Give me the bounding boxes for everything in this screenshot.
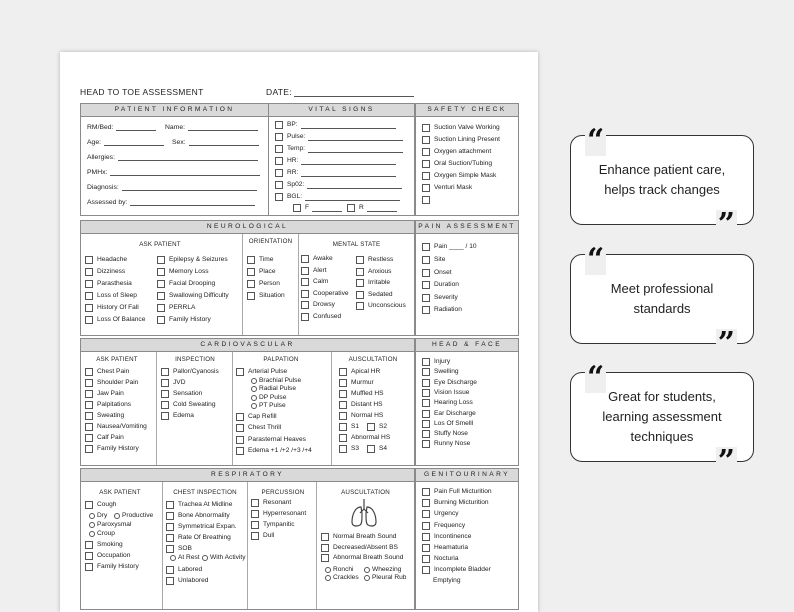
s2-checkbox[interactable]: S2	[367, 423, 387, 431]
checkbox-label: Dizziness	[97, 268, 126, 275]
pain-checkbox[interactable]	[422, 269, 452, 277]
close-quote-icon: ”	[717, 444, 735, 479]
safety-checkbox[interactable]	[422, 160, 492, 168]
pulse-radio[interactable]	[251, 402, 286, 410]
open-quote-icon: “	[587, 360, 605, 395]
vital-sign-field[interactable]	[275, 145, 403, 153]
cardio-ask-checkbox[interactable]	[85, 412, 124, 420]
orientation-checkbox[interactable]	[247, 256, 273, 264]
respiratory-section	[80, 468, 415, 610]
checkbox-label: Symmetrical Expan.	[178, 523, 237, 530]
resp-ask-checkbox[interactable]	[85, 541, 123, 549]
cardio-ask-checkbox[interactable]	[85, 445, 139, 453]
checkbox-label: Unlabored	[178, 577, 209, 584]
checkbox-label: Muffled HS	[351, 390, 384, 397]
checkbox-label: Epilepsy & Seizures	[169, 256, 228, 263]
close-quote-icon: ”	[717, 326, 735, 361]
checkbox-label: Drowsy	[313, 301, 335, 308]
feature-text-2: Meet professional standards	[610, 281, 714, 316]
cardio-ask-checkbox[interactable]	[85, 390, 124, 398]
checkbox-label: Dull	[263, 532, 275, 539]
section-title: GENITOURINARY	[416, 469, 518, 482]
checkbox-label: Smoking	[97, 541, 123, 548]
gu-checkbox[interactable]	[422, 499, 489, 507]
at-rest-radio[interactable]: At Rest	[170, 554, 200, 562]
checkbox-label: Calf Pain	[97, 434, 124, 441]
checkbox-label: Tympanitic	[263, 521, 295, 528]
checkbox-label: Pulse:	[287, 133, 306, 140]
abnormal-hs-checkbox[interactable]: Abnormal HS	[339, 434, 390, 442]
chest-inspection-checkbox[interactable]	[166, 545, 192, 553]
inspection-checkbox[interactable]	[161, 379, 185, 387]
gu-checkbox[interactable]	[422, 566, 491, 574]
checkbox-label: Alert	[313, 266, 327, 274]
safety-checkbox[interactable]	[422, 196, 434, 204]
checkbox-label: Severity	[434, 293, 458, 301]
assessed-by-field[interactable]: Assessed by:	[87, 198, 255, 206]
vital-signs-section	[268, 103, 415, 216]
checkbox-label: Cold Sweating	[173, 401, 216, 408]
neuro-ask-checkbox[interactable]	[157, 304, 195, 312]
checkbox-label: Los Of Smelll	[434, 419, 474, 427]
checkbox-label: Onset	[434, 268, 452, 276]
checkbox-label: Sedated	[368, 290, 393, 298]
section-title: SAFETY CHECK	[416, 104, 518, 117]
checkbox-label: Pallor/Cyanosis	[173, 368, 219, 375]
checkbox-label: Radiation	[434, 306, 462, 313]
checkbox-label: Chest Thrill	[248, 424, 282, 432]
chest-inspection-checkbox[interactable]	[166, 523, 237, 531]
diagnosis-field[interactable]: Diagnosis:	[87, 183, 257, 191]
resp-auscultation-checkbox[interactable]	[321, 533, 396, 541]
checkbox-label: Confused	[313, 312, 342, 320]
auscultation-checkbox[interactable]	[339, 368, 380, 376]
with-activity-radio[interactable]: With Activity	[202, 554, 246, 562]
checkbox-label: BGL:	[287, 193, 303, 200]
cardio-ask-checkbox[interactable]	[85, 368, 129, 376]
arterial-pulse-checkbox[interactable]: Arterial Pulse	[236, 368, 287, 376]
checkbox-label: Apical HR	[351, 368, 381, 375]
allergies-field[interactable]: Allergies:	[87, 153, 258, 161]
pulse-radio[interactable]	[251, 377, 301, 385]
checkbox-label: Frequency	[434, 521, 466, 529]
percussion-checkbox[interactable]	[251, 510, 306, 518]
genitourinary-section	[415, 468, 519, 610]
vital-sign-field[interactable]	[275, 157, 396, 165]
checkbox-label: Pain Full Micturition	[434, 488, 492, 495]
neuro-ask-checkbox[interactable]	[157, 292, 229, 300]
auscultation-heading: AUSCULTATION	[341, 489, 390, 496]
vital-sign-field[interactable]	[275, 193, 400, 201]
neuro-ask-checkbox[interactable]	[85, 280, 132, 288]
section-title: RESPIRATORY	[81, 469, 414, 482]
mental-state-checkbox[interactable]	[301, 301, 335, 309]
neuro-ask-checkbox[interactable]	[85, 316, 145, 324]
neuro-ask-checkbox[interactable]	[157, 268, 209, 276]
checkbox-label: PT Pulse	[259, 401, 286, 409]
checkbox-label: Parasthesia	[97, 280, 132, 287]
neuro-ask-checkbox[interactable]	[157, 316, 211, 324]
age-field[interactable]: Age:	[87, 138, 164, 146]
checkbox-label: Cooperative	[313, 289, 349, 297]
cough-checkbox[interactable]: Cough	[85, 501, 116, 509]
pain-checkbox[interactable]	[422, 294, 458, 302]
checkbox-label: Brachial Pulse	[259, 377, 302, 384]
checkbox-label: Family History	[97, 445, 139, 452]
orientation-heading: ORIENTATION	[248, 238, 293, 245]
open-quote-icon: “	[587, 242, 605, 277]
percussion-heading: PERCUSSION	[261, 489, 305, 496]
checkbox-label: Abnormal Breath Sound	[333, 554, 404, 561]
checkbox-label: Oral Suction/Tubing	[434, 160, 493, 167]
checkbox-label: Sp02:	[287, 181, 305, 188]
checkbox-label: Vision Issue	[434, 388, 470, 396]
checkbox-label: Oxygen Simple Mask	[434, 172, 497, 179]
mental-state-checkbox[interactable]	[301, 290, 349, 298]
percussion-checkbox[interactable]	[251, 499, 291, 507]
head-face-section	[415, 338, 519, 466]
checkbox-label: Occupation	[97, 552, 131, 559]
gu-emptying-label: Emptying	[433, 577, 461, 584]
productive-radio[interactable]: Productive	[114, 512, 153, 520]
section-title: VITAL SIGNS	[269, 104, 414, 117]
palpation-checkbox[interactable]	[236, 447, 312, 455]
mental-state-checkbox[interactable]	[356, 302, 406, 310]
cardio-ask-checkbox[interactable]	[85, 434, 124, 442]
mental-state-checkbox[interactable]	[356, 291, 393, 299]
pleural-rub-radio[interactable]: Pleural Rub	[364, 574, 406, 582]
checkbox-label: Hearing Loss	[434, 399, 473, 407]
checkbox-label: Calm	[313, 278, 329, 285]
checkbox-label: Temp:	[287, 145, 305, 152]
checkbox-label: Suction Valve Working	[434, 124, 500, 131]
checkbox-label: Injury	[434, 358, 451, 365]
close-quote-icon: ”	[717, 207, 735, 242]
resp-ask-checkbox[interactable]	[85, 552, 130, 560]
checkbox-label: Family History	[169, 316, 211, 323]
resp-ask-checkbox[interactable]	[85, 563, 139, 571]
head-face-checkbox[interactable]	[422, 399, 473, 407]
vital-sign-field[interactable]	[275, 133, 403, 141]
checkbox-label: Heamaturia	[434, 544, 469, 551]
s1-checkbox[interactable]: S1	[339, 423, 359, 431]
checkbox-label: SOB	[178, 545, 192, 552]
gu-checkbox[interactable]	[422, 533, 471, 541]
lungs-icon	[349, 497, 379, 529]
checkbox-label: HR:	[287, 157, 299, 164]
inspection-checkbox[interactable]	[161, 390, 202, 398]
feature-text-1: Enhance patient care, helps track changes	[598, 162, 726, 197]
section-title: NEUROLOGICAL	[81, 221, 414, 234]
section-title: PATIENT INFORMATION	[81, 104, 268, 117]
palpation-checkbox[interactable]	[236, 436, 306, 444]
gu-checkbox[interactable]	[422, 488, 492, 496]
safety-checkbox[interactable]	[422, 136, 500, 144]
palpation-checkbox[interactable]	[236, 424, 281, 432]
vital-sign-field[interactable]	[275, 181, 402, 189]
checkbox-label: Shoulder Pain	[97, 379, 139, 386]
orientation-checkbox[interactable]	[247, 268, 276, 276]
safety-checkbox[interactable]	[422, 172, 496, 180]
auscultation-checkbox[interactable]	[339, 412, 383, 420]
checkbox-label: Jaw Pain	[97, 390, 124, 397]
head-face-checkbox[interactable]	[422, 368, 459, 376]
cardio-ask-checkbox[interactable]	[85, 379, 138, 387]
neuro-ask-checkbox[interactable]	[85, 256, 127, 264]
pulse-radio[interactable]	[251, 394, 286, 402]
mental-state-checkbox[interactable]	[356, 279, 390, 287]
checkbox-label: Ear Discharge	[434, 409, 476, 417]
head-face-checkbox[interactable]	[422, 430, 468, 438]
checkbox-label: Resonant	[263, 499, 292, 506]
checkbox-label: JVD	[173, 379, 186, 386]
croup-radio[interactable]: Croup	[89, 530, 115, 538]
checkbox-label: Irritable	[368, 279, 390, 286]
ask-patient-heading: ASK PATIENT	[96, 356, 138, 363]
resp-auscultation-checkbox[interactable]	[321, 544, 398, 552]
checkbox-label: Oxygen attachment	[434, 148, 492, 155]
rm-bed-field[interactable]: RM/Bed:	[87, 123, 156, 131]
checkbox-label: Swelling	[434, 368, 459, 376]
sex-field[interactable]: Sex:	[172, 138, 259, 146]
pain-checkbox[interactable]	[422, 306, 462, 314]
checkbox-label: Loss Of Balance	[97, 316, 146, 323]
wheezing-radio[interactable]: Wheezing	[364, 566, 401, 574]
checkbox-label: Awake	[313, 255, 333, 262]
crackles-radio[interactable]: Crackles	[325, 574, 359, 582]
f-checkbox[interactable]: F	[293, 204, 342, 212]
safety-checkbox[interactable]	[422, 124, 500, 132]
checkbox-label: Place	[259, 268, 276, 275]
feature-text-3: Great for students, learning assessment techniques	[602, 389, 722, 444]
head-face-checkbox[interactable]	[422, 440, 470, 448]
chest-inspection-checkbox[interactable]	[166, 577, 208, 585]
checkbox-label: Swallowing Difficulty	[169, 292, 229, 299]
safety-checkbox[interactable]	[422, 184, 472, 192]
mental-state-checkbox[interactable]	[356, 268, 391, 276]
pain-checkbox[interactable]	[422, 281, 459, 289]
cardiovascular-section	[80, 338, 415, 466]
checkbox-label: Stuffy Nose	[434, 430, 468, 438]
checkbox-label: Person	[259, 280, 280, 287]
pain-checkbox[interactable]	[422, 256, 445, 264]
checkbox-label: RR:	[287, 169, 299, 176]
checkbox-label: Normal Breath Sound	[333, 533, 397, 540]
chest-inspection-checkbox[interactable]	[166, 534, 231, 542]
checkbox-label: Radial Pulse	[259, 385, 297, 393]
auscultation-heading: AUSCULTATION	[348, 356, 398, 363]
head-face-checkbox[interactable]	[422, 389, 469, 397]
mental-state-checkbox[interactable]	[301, 278, 328, 286]
checkbox-label: Facial Drooping	[169, 280, 216, 287]
neurological-section	[80, 220, 415, 336]
checkbox-label: Murmur	[351, 379, 374, 386]
mental-state-checkbox[interactable]	[301, 255, 333, 263]
checkbox-label: Site	[434, 256, 446, 263]
inspection-checkbox[interactable]	[161, 368, 219, 376]
ronchi-radio[interactable]: Ronchi	[325, 566, 354, 574]
checkbox-label: Sweating	[97, 412, 125, 419]
mental-state-heading: MENTAL STATE	[332, 241, 381, 248]
feature-bubble-1	[570, 123, 754, 242]
checkbox-label: Duration	[434, 281, 459, 288]
checkbox-label: Burning Micturition	[434, 499, 489, 507]
chest-inspection-checkbox[interactable]	[166, 501, 232, 509]
checkbox-label: Unconscious	[368, 302, 406, 309]
checkbox-label: Palpitations	[97, 401, 132, 408]
date-label: DATE:	[266, 87, 292, 97]
checkbox-label: Decreased/Absent BS	[333, 543, 398, 551]
checkbox-label: Incomplete Bladder	[434, 566, 491, 574]
checkbox-label: Headache	[97, 256, 128, 263]
checkbox-label: Parasternal Heaves	[248, 435, 306, 443]
neuro-ask-checkbox[interactable]	[85, 268, 125, 276]
feature-bubble-2	[570, 242, 754, 361]
checkbox-label: Hyperresonant	[263, 510, 307, 517]
cardio-ask-checkbox[interactable]	[85, 401, 131, 409]
mental-state-checkbox[interactable]	[301, 267, 327, 275]
sheet-title: HEAD TO TOE ASSESSMENT	[80, 87, 204, 97]
checkbox-label: Distant HS	[351, 401, 383, 408]
inspection-heading: INSPECTION	[175, 356, 215, 363]
pain-assessment-section	[415, 220, 519, 336]
vital-sign-field[interactable]	[275, 169, 396, 177]
open-quote-icon: “	[587, 123, 605, 158]
gu-checkbox[interactable]	[422, 522, 465, 530]
head-face-checkbox[interactable]	[422, 358, 450, 366]
resp-auscultation-checkbox[interactable]	[321, 554, 403, 562]
chest-inspection-heading: CHEST INSPECTION	[173, 489, 237, 496]
pain-score-checkbox[interactable]: Pain ____ / 10	[422, 243, 477, 251]
neuro-ask-checkbox[interactable]	[157, 280, 215, 288]
auscultation-checkbox[interactable]	[339, 401, 383, 409]
palpation-heading: PALPATION	[263, 356, 299, 363]
inspection-checkbox[interactable]	[161, 401, 216, 409]
safety-check-section	[415, 103, 519, 216]
neuro-ask-checkbox[interactable]	[85, 292, 137, 300]
patient-info-section	[80, 103, 269, 216]
checkbox-label: Sensation	[173, 390, 203, 397]
dry-radio[interactable]: Dry	[89, 512, 107, 520]
checkbox-label: Suction Lining Present	[434, 136, 500, 143]
inspection-checkbox[interactable]	[161, 412, 194, 420]
orientation-checkbox[interactable]	[247, 280, 280, 288]
checkbox-label: Trachea At Midline	[178, 501, 233, 508]
percussion-checkbox[interactable]	[251, 532, 274, 540]
palpation-checkbox[interactable]	[236, 413, 277, 421]
section-title: PAIN ASSESSMENT	[416, 221, 518, 234]
date-line	[294, 96, 414, 97]
checkbox-label: PERRLA	[169, 304, 196, 311]
head-face-checkbox[interactable]	[422, 410, 476, 418]
checkbox-label: Memory Loss	[169, 268, 209, 275]
auscultation-checkbox[interactable]	[339, 390, 384, 398]
checkbox-label: History Of Fall	[97, 304, 139, 311]
checkbox-label: Urgency	[434, 510, 459, 518]
mental-state-checkbox[interactable]	[301, 313, 341, 321]
neuro-ask-checkbox[interactable]	[85, 304, 139, 312]
checkbox-label: DP Pulse	[259, 393, 287, 401]
checkbox-label: Family History	[97, 563, 139, 570]
checkbox-label: Incontinence	[434, 532, 472, 540]
checkbox-label: Normal HS	[351, 412, 384, 419]
gu-checkbox[interactable]	[422, 544, 468, 552]
pulse-radio[interactable]	[251, 385, 296, 393]
s3-checkbox[interactable]: S3	[339, 445, 359, 453]
checkbox-label: Cap Refill	[248, 413, 277, 420]
ask-patient-heading: ASK PATIENT	[139, 241, 181, 248]
checkbox-label: Venturi Mask	[434, 184, 473, 191]
checkbox-label: Eye Discharge	[434, 378, 477, 386]
ask-patient-heading: ASK PATIENT	[99, 489, 141, 496]
chest-inspection-checkbox[interactable]	[166, 566, 202, 574]
section-title: HEAD & FACE	[416, 339, 518, 352]
checkbox-label: Loss of Sleep	[97, 292, 137, 299]
r-checkbox[interactable]: R	[347, 204, 397, 212]
safety-checkbox[interactable]	[422, 148, 491, 156]
gu-checkbox[interactable]	[422, 555, 459, 563]
auscultation-checkbox[interactable]	[339, 379, 374, 387]
checkbox-label: BP:	[287, 121, 298, 128]
checkbox-label: Chest Pain	[97, 368, 130, 375]
neuro-ask-checkbox[interactable]	[157, 256, 228, 264]
checkbox-label: Situation	[259, 292, 285, 299]
checkbox-label: Bone Abnormality	[178, 512, 230, 519]
checkbox-label: Time	[259, 256, 274, 263]
checkbox-label: Restless	[368, 256, 394, 263]
feature-bubble-3	[570, 360, 754, 479]
checkbox-label: Edema	[173, 412, 194, 419]
chest-inspection-checkbox[interactable]	[166, 512, 230, 520]
checkbox-label: Rate Of Breathing	[178, 534, 231, 541]
orientation-checkbox[interactable]	[247, 292, 285, 300]
assessment-sheet	[60, 52, 538, 612]
percussion-checkbox[interactable]	[251, 521, 295, 529]
checkbox-label: Labored	[178, 566, 203, 573]
checkbox-label: Edema +1 /+2 /+3 /+4	[248, 446, 312, 454]
cardio-ask-checkbox[interactable]	[85, 423, 147, 431]
checkbox-label: Nausea/Vomiting	[97, 423, 147, 430]
head-face-checkbox[interactable]	[422, 379, 477, 387]
name-field[interactable]: Name:	[165, 123, 258, 131]
pmhx-field[interactable]: PMHx:	[87, 168, 260, 176]
mental-state-checkbox[interactable]	[356, 256, 393, 264]
paroxysmal-radio[interactable]: Paroxysmal	[89, 521, 131, 529]
vital-sign-field[interactable]	[275, 121, 396, 129]
checkbox-label: Nocturia	[434, 555, 459, 563]
gu-checkbox[interactable]	[422, 510, 459, 518]
checkbox-label: Runny Nose	[434, 440, 471, 448]
checkbox-label: Anxious	[368, 267, 392, 275]
section-title: CARDIOVASCULAR	[81, 339, 414, 352]
head-face-checkbox[interactable]	[422, 420, 473, 428]
s4-checkbox[interactable]: S4	[367, 445, 387, 453]
